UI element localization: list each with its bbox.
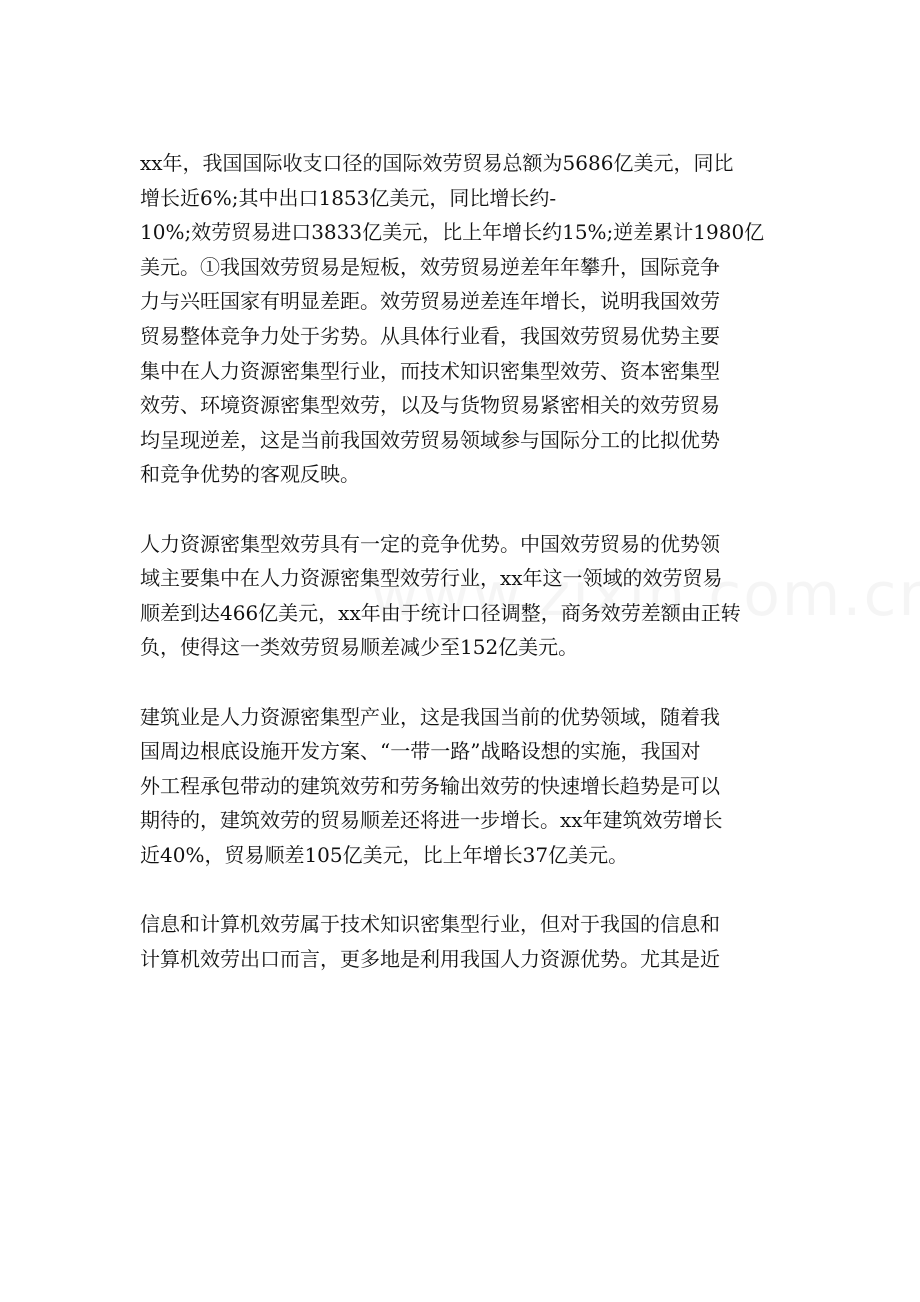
- paragraph-3: [140, 700, 780, 873]
- paragraph-4: [140, 907, 780, 976]
- text-line: 外工程承包带动的建筑效劳和劳务输出效劳的快速增长趋势是可以: [140, 773, 720, 798]
- text-line: 均呈现逆差，这是当前我国效劳贸易领域参与国际分工的比拟优势: [140, 427, 720, 452]
- text-line: 建筑业是人力资源密集型产业，这是我国当前的优势领域，随着我: [140, 704, 720, 729]
- text-line: 期待的，建筑效劳的贸易顺差还将进一步增长。xx年建筑效劳增长: [140, 808, 723, 833]
- text-line: 10%;效劳贸易进口3833亿美元，比上年增长约15%;逆差累计1980亿: [140, 220, 765, 245]
- text-line: 力与兴旺国家有明显差距。效劳贸易逆差连年增长，说明我国效劳: [140, 289, 720, 314]
- text-line: 和竞争优势的客观反映。: [140, 462, 360, 487]
- text-line: 计算机效劳出口而言，更多地是利用我国人力资源优势。尤其是近: [140, 946, 720, 971]
- text-line: 近40%，贸易顺差105亿美元，比上年增长37亿美元。: [140, 842, 629, 867]
- document-body: [140, 146, 780, 1011]
- text-line: 效劳、环境资源密集型效劳，以及与货物贸易紧密相关的效劳贸易: [140, 393, 720, 418]
- text-line: 负，使得这一类效劳贸易顺差减少至152亿美元。: [140, 635, 579, 660]
- paragraph-1: [140, 146, 780, 492]
- text-line: 信息和计算机效劳属于技术知识密集型行业，但对于我国的信息和: [140, 912, 720, 937]
- text-line: 人力资源密集型效劳具有一定的竞争优势。中国效劳贸易的优势领: [140, 531, 720, 556]
- paragraph-2: [140, 527, 780, 665]
- text-line: 美元。①我国效劳贸易是短板，效劳贸易逆差年年攀升，国际竞争: [140, 254, 720, 279]
- text-line: 集中在人力资源密集型行业，而技术知识密集型效劳、资本密集型: [140, 358, 720, 383]
- text-line: xx年，我国国际收支口径的国际效劳贸易总额为5686亿美元，同比: [140, 151, 734, 175]
- text-line: 国周边根底设施开发方案、“一带一路”战略设想的实施，我国对: [140, 739, 701, 764]
- text-line: 顺差到达466亿美元，xx年由于统计口径调整，商务效劳差额由正转: [140, 600, 741, 625]
- text-line: 增长近6%;其中出口1853亿美元，同比增长约-: [140, 185, 557, 210]
- text-line: 贸易整体竞争力处于劣势。从具体行业看，我国效劳贸易优势主要: [140, 323, 720, 348]
- text-line: 域主要集中在人力资源密集型效劳行业，xx年这一领域的效劳贸易: [140, 566, 723, 591]
